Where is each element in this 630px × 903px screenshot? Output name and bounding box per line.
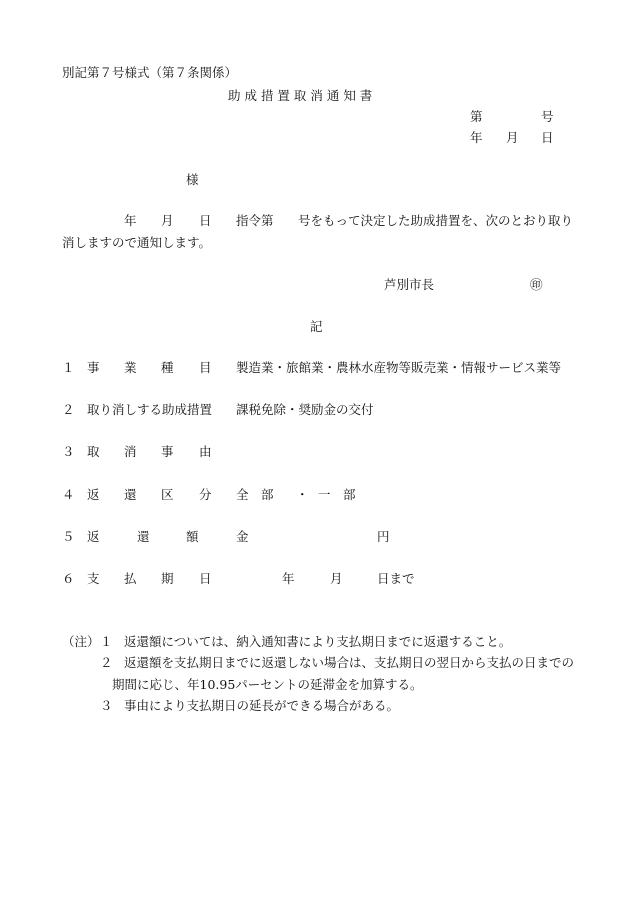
note3-number: ３ [100, 698, 113, 713]
body-line1: 号をもって決定した助成措置を、次のとおり取り [298, 213, 574, 228]
item6-number: ６ [62, 571, 75, 586]
item6-label-char: 支 [87, 571, 100, 586]
item4-option-part: 一 部 [318, 487, 356, 502]
addressee-honorific: 様 [186, 172, 199, 187]
directive-prefix: 指令第 [236, 213, 274, 228]
body-day: 日 [199, 213, 212, 228]
item1-value: 製造業・旅館業・農林水産物等販売業・情報サービス業等 [236, 360, 562, 375]
ki-heading: 記 [310, 319, 323, 334]
item6-day-suffix: 日まで [377, 571, 415, 586]
note3-text: 事由により支払期日の延長ができる場合がある。 [124, 698, 400, 713]
item1-number: １ [62, 360, 75, 375]
item5-unit: 円 [377, 529, 390, 544]
item6-month: 月 [330, 571, 343, 586]
issuer-seal: ㊞ [530, 277, 543, 292]
item4-separator: ・ [296, 487, 309, 502]
body-line2: 消しますので通知します。 [62, 235, 212, 250]
item6-label-char: 期 [161, 571, 174, 586]
body-month: 月 [161, 213, 174, 228]
item1-label-char: 種 [161, 360, 174, 375]
document-title: 助 成 措 置 取 消 通 知 書 [228, 88, 373, 103]
document-number-prefix: 第 [470, 109, 483, 124]
item5-label-char: 還 [137, 529, 150, 544]
item4-label-char: 分 [199, 487, 212, 502]
item1-label-char: 業 [124, 360, 137, 375]
date-month: 月 [506, 130, 519, 145]
item5-label-char: 金 [236, 529, 249, 544]
item6-year: 年 [282, 571, 295, 586]
item4-label-char: 区 [161, 487, 174, 502]
item4-label-char: 返 [87, 487, 100, 502]
item3-label-char: 事 [161, 444, 174, 459]
item4-option-all: 全 部 [236, 487, 274, 502]
item3-label-char: 取 [87, 444, 100, 459]
form-number: 別記第７号様式（第７条関係） [62, 65, 238, 80]
date-year: 年 [470, 130, 483, 145]
note1-number: １ [100, 634, 113, 649]
note2-text-line1: 返還額を支払期日までに返還しない場合は、支払期日の翌日から支払の日までの [124, 655, 575, 670]
item4-number: ４ [62, 487, 75, 502]
item6-label-char: 日 [199, 571, 212, 586]
item2-value: 課税免除・奨励金の交付 [236, 402, 374, 417]
document-number-suffix: 号 [541, 109, 554, 124]
notes-label: （注） [62, 634, 100, 649]
item5-label-char: 返 [87, 529, 100, 544]
note2-text-line2: 期間に応じ、年10.95パーセントの延滞金を加算する。 [112, 677, 423, 692]
item6-label-char: 払 [124, 571, 137, 586]
item3-label-char: 消 [124, 444, 137, 459]
item2-number: ２ [62, 402, 75, 417]
note2-number: ２ [100, 655, 113, 670]
note1-text: 返還額については、納入通知書により支払期日までに返還すること。 [124, 634, 512, 649]
item1-label-char: 事 [87, 360, 100, 375]
issuer-name: 芦別市長 [384, 277, 435, 292]
item4-label-char: 還 [124, 487, 137, 502]
item2-label: 取り消しする助成措置 [87, 402, 213, 417]
date-day: 日 [541, 130, 554, 145]
item3-label-char: 由 [199, 444, 212, 459]
item5-label-char: 額 [186, 529, 199, 544]
item5-number: ５ [62, 529, 75, 544]
item1-label-char: 目 [199, 360, 212, 375]
body-year: 年 [124, 213, 137, 228]
item3-number: ３ [62, 444, 75, 459]
